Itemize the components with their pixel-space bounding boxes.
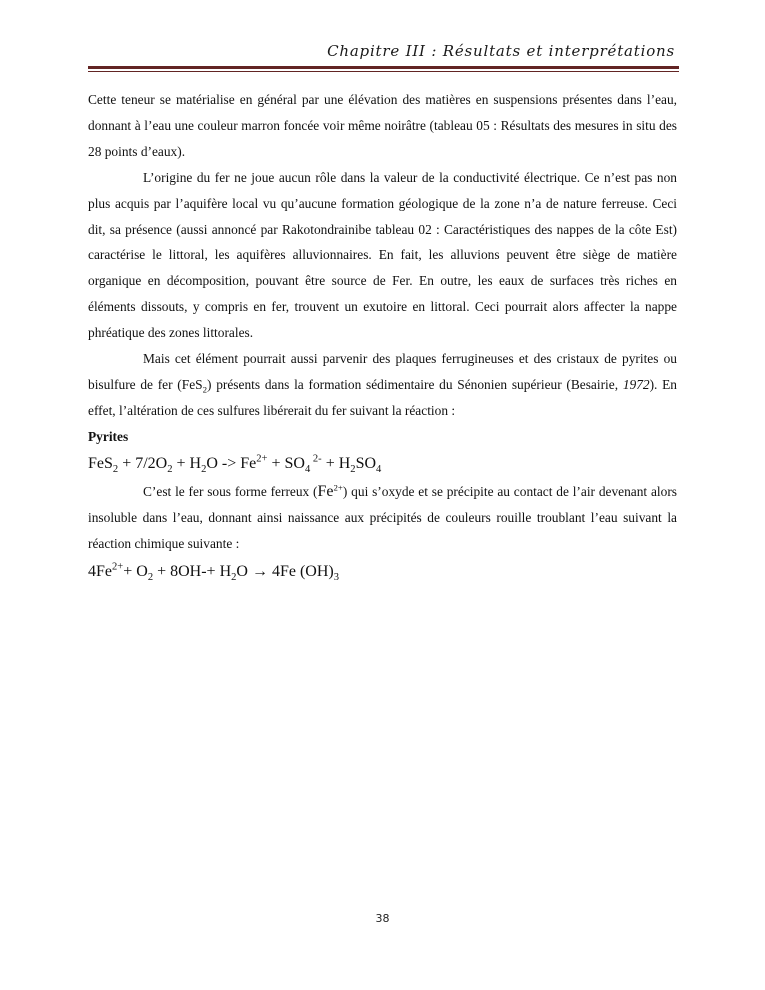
paragraph-1: Cette teneur se matérialise en général par une élévation des matières en suspensions présentes dans l’eau, donnant à l’eau une couleur marron foncée voir même noirâtre (tableau 05 : Résultats des mesures in situ des 28 points d’eaux).	[88, 92, 677, 159]
paragraph-3: Mais cet élément pourrait aussi parvenir des plaques ferrugineuses et des cristaux de pyrites ou bisulfure de fer (FeS$_2$) présents dans la formation sédimentaire du Sénonien supérieur (Besairie, 1972). En effet, l’altération de ces sulfures libérerait du fer suivant la réaction :	[88, 351, 678, 418]
header-rule-thin	[88, 71, 679, 72]
pyrites-heading: Pyrites	[88, 428, 129, 444]
page-body	[88, 87, 677, 587]
chapter-title: Chapitre III : Résultats et interprétations	[327, 42, 675, 60]
paragraph-4: C’est le fer sous forme ferreux $(Fe^{2+})$ qui s’oxyde et se précipite au contact de l’air devenant alors insoluble dans l’eau, donnant ainsi naissance aux précipités de couleurs rouille troublant l’eau suivant la réaction chimique suivante :	[88, 482, 677, 551]
equation-pyrite-oxidation: $FeS_2 + 7/2O_2 + H_2O -> Fe^{2+} + SO_4$ $^{2-} + H_2SO_4$	[88, 453, 382, 475]
page-number: 38	[375, 912, 390, 925]
citation-year: 1972	[622, 376, 650, 392]
paragraph-2: L’origine du fer ne joue aucun rôle dans la valeur de la conductivité électrique. Ce n’est pas non plus acquis par l’aquifère local vu qu’aucune formation géologique de la zone n’a de nature ferreuse. Ceci dit, sa présence (aussi annoncé par Rakotondrainibe tableau 02 : Caractéristiques des nappes de la côte Est) caractérise le littoral, les aquifères alluvionnaires. En fait, les alluvions peuvent être siège de matière organique en décomposition, pouvant être source de Fer. En outre, les eaux de surfaces très riches en éléments dissouts, y compris en fer, trouvent un exutoire en littoral. Ceci pourrait alors affecter la nappe phréatique des zones littorales.	[88, 169, 677, 341]
header-rule-thick	[88, 66, 679, 69]
equation-iron-precipitation: $4Fe^{2+}+ O_2 + 8OH-+ H_2O \to 4Fe$ $(OH)_3$	[88, 561, 340, 583]
